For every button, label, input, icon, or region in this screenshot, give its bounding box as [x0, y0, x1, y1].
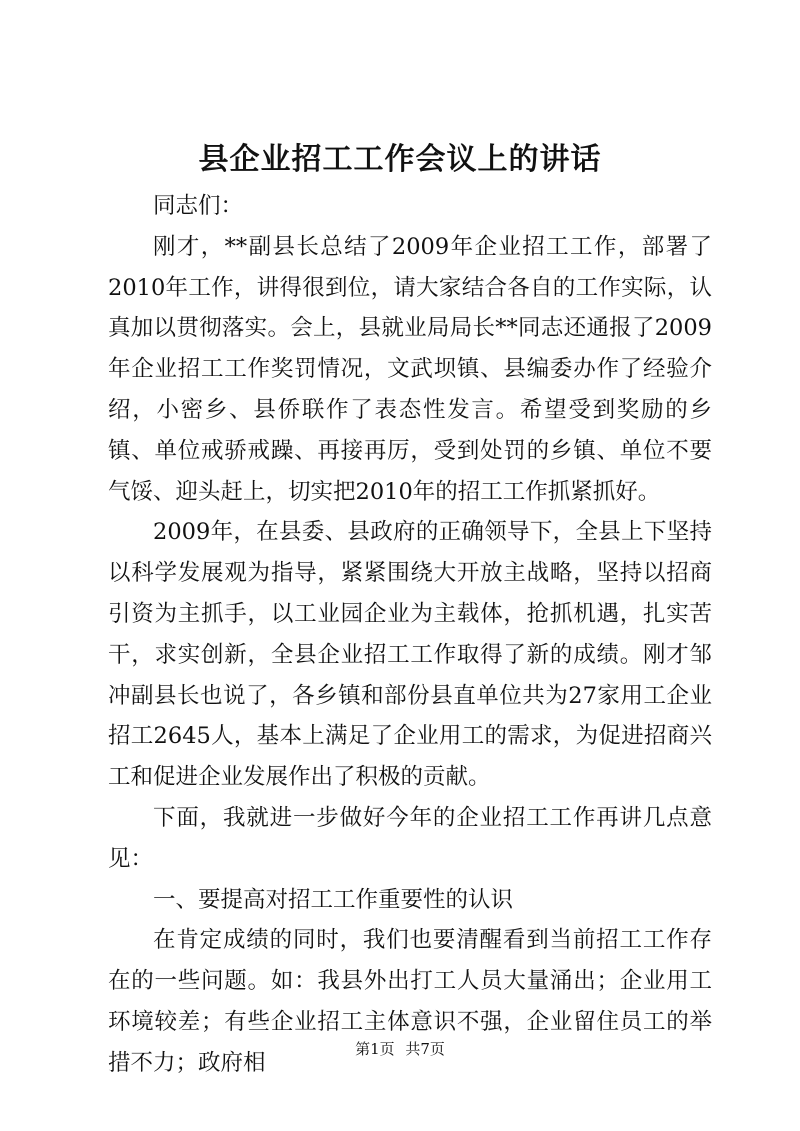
page-footer: [0, 1039, 800, 1059]
document-title: 县企业招工工作会议上的讲话: [198, 142, 602, 177]
document-body: [108, 186, 712, 1084]
page-number: 第1页: [355, 1040, 395, 1058]
section-heading: 一、要提高对招工工作重要性的认识: [153, 886, 514, 913]
page-total: 共7页: [405, 1040, 445, 1058]
body-paragraph: 2009年，在县委、县政府的正确领导下，全县上下坚持以科学发展观为指导，紧紧围绕大开放主战略，坚持以招商引资为主抓手，以工业园企业为主载体，抢抓机遇，扎实苦干，求实创新，全县企业招工工作取得了新的成绩。刚才邹冲副县长也说了，各乡镇和部份县直单位共为27家用工企业招工2645人，基本上满足了企业用工的需求，为促进招商兴工和促进企业发展作出了积极的贡献。: [108, 519, 712, 791]
salutation-paragraph: 同志们：: [153, 193, 244, 219]
body-paragraph: 下面，我就进一步做好今年的企业招工工作再讲几点意见：: [108, 804, 712, 872]
body-paragraph: 在肯定成绩的同时，我们也要清醒看到当前招工工作存在的一些问题。如：我县外出打工人员大量涌出；企业用工环境较差；有些企业招工主体意识不强，企业留住员工的举措不力；政府相: [108, 927, 712, 1076]
body-paragraph: 刚才，**副县长总结了2009年企业招工工作，部署了2010年工作，讲得很到位，请大家结合各自的工作实际，认真加以贯彻落实。会上，县就业局局长**同志还通报了2009年企业招工工作奖罚情况，文武坝镇、县编委办作了经验介绍，小密乡、县侨联作了表态性发言。希望受到奖励的乡镇、单位戒骄戒躁、再接再厉，受到处罚的乡镇、单位不要气馁、迎头赶上，切实把2010年的招工工作抓紧抓好。: [108, 233, 712, 505]
